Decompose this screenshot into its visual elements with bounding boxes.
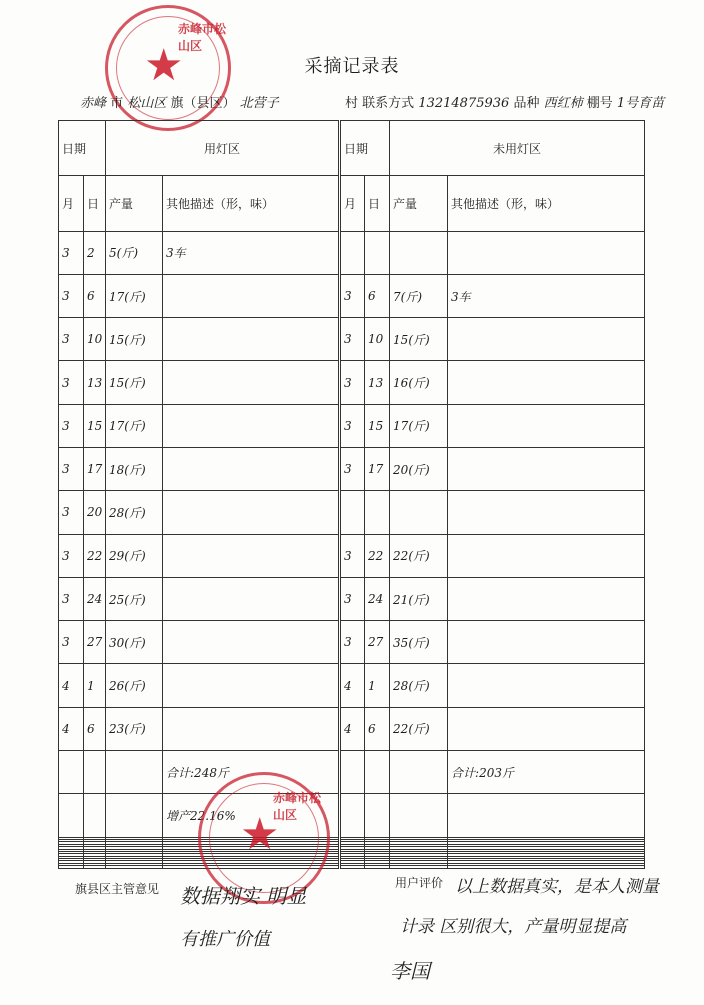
table-cell-ud [365,866,390,869]
table-cell-lm: 3 [59,231,84,274]
table-row [59,448,645,491]
table-cell-ly: 15(斤) [106,318,163,361]
table-cell-ly [106,794,163,837]
table-cell-ud [365,231,390,274]
unlit-total: 合计:203斤 [448,751,645,794]
table-row [59,361,645,404]
official-seal-top [105,5,231,131]
unlit-date-header: 日期 [340,121,390,176]
table-cell-ud [365,491,390,534]
table-cell-uy: 22(斤) [390,534,448,577]
table-cell-ly: 5(斤) [106,231,163,274]
table-cell-ly [106,751,163,794]
table-cell-ly [106,866,163,869]
table-cell-uy: 20(斤) [390,448,448,491]
city-value: 赤峰 [80,96,107,111]
user-signature: 李国 [390,959,430,983]
table-cell-ld: 22 [84,534,106,577]
variety-label: 品种 [513,96,540,111]
table-cell-ld: 27 [84,621,106,664]
table-cell-lo [163,318,340,361]
table-cell-uy: 17(斤) [390,404,448,447]
table-cell-lm [59,794,84,837]
table-cell-uy [390,794,448,837]
table-row-empty [59,794,645,837]
table-cell-um [340,751,365,794]
table-row [59,664,645,707]
unlit-other-header: 其他描述（形，味） [448,176,645,231]
table-row [59,491,645,534]
table-cell-ud: 10 [365,318,390,361]
table-row [59,231,645,274]
table-cell-ly: 26(斤) [106,664,163,707]
table-cell-um: 4 [340,707,365,750]
table-cell-lo [163,448,340,491]
lit-section-header: 用灯区 [106,121,340,176]
table-cell-ly: 29(斤) [106,534,163,577]
table-cell-uo [448,318,645,361]
table-cell-ud: 1 [365,664,390,707]
unlit-month-header: 月 [340,176,365,231]
table-cell-um: 3 [340,577,365,620]
table-cell-um [340,794,365,837]
table-cell-ld: 24 [84,577,106,620]
user-label: 用户评价 [395,876,444,890]
table-cell-ud: 27 [365,621,390,664]
table-cell-uy [390,231,448,274]
table-cell-lo [163,361,340,404]
table-cell-um [340,231,365,274]
seal-star-icon: ★ [144,40,184,91]
table-cell-uy [390,751,448,794]
table-cell-ud: 6 [365,274,390,317]
table-cell-uo [448,707,645,750]
info-line-right [345,92,664,111]
table-cell-uy: 35(斤) [390,621,448,664]
table-cell-ld [84,794,106,837]
table-cell-ly: 30(斤) [106,621,163,664]
table-cell-ld: 17 [84,448,106,491]
table-cell-um: 3 [340,448,365,491]
table-cell-ld: 1 [84,664,106,707]
table-cell-ud: 15 [365,404,390,447]
table-row-empty [59,866,645,869]
table-cell-ld: 2 [84,231,106,274]
table-cell-lm: 3 [59,361,84,404]
table-row [59,621,645,664]
table-cell-uy: 15(斤) [390,318,448,361]
table-cell-lo: 3车 [163,231,340,274]
seal-star-icon-bottom: ★ [240,809,280,860]
table-cell-ly: 25(斤) [106,577,163,620]
table-cell-uy: 16(斤) [390,361,448,404]
lit-day-header: 日 [84,176,106,231]
table-cell-uo [448,534,645,577]
lit-month-header: 月 [59,176,84,231]
table-cell-lm: 3 [59,534,84,577]
table-cell-lm: 3 [59,621,84,664]
table-cell-uy: 7(斤) [390,274,448,317]
table-cell-ud: 6 [365,707,390,750]
table-cell-um [340,491,365,534]
table-cell-lo [163,534,340,577]
city-label: 市 [110,96,124,111]
table-cell-ld: 6 [84,707,106,750]
table-cell-uy: 22(斤) [390,707,448,750]
table-cell-ud: 24 [365,577,390,620]
table-cell-um: 3 [340,534,365,577]
table-cell-lm: 4 [59,664,84,707]
district-label: 旗（县区） [170,96,236,111]
table-cell-uo: 3车 [448,274,645,317]
seal-text: 赤峰市松山区 [178,22,227,53]
table-cell-um: 3 [340,274,365,317]
table-cell-lo [163,491,340,534]
shed-label: 棚号 [586,96,613,111]
table-cell-ly: 17(斤) [106,404,163,447]
lit-date-header: 日期 [59,121,106,176]
table-cell-um: 3 [340,404,365,447]
table-cell-ly: 23(斤) [106,707,163,750]
supervisor-comment-2: 有推广价值 [180,929,270,950]
info-line [80,92,279,111]
table-cell-uo [448,404,645,447]
table-cell-lm: 3 [59,491,84,534]
table-cell-uy [390,866,448,869]
unlit-section-header: 未用灯区 [390,121,645,176]
table-cell-ld: 10 [84,318,106,361]
table-cell-um [340,866,365,869]
table-cell-um: 4 [340,664,365,707]
table-cell-uo [448,448,645,491]
table-cell-lo [163,707,340,750]
table-cell-lo [163,577,340,620]
table-row [59,534,645,577]
contact-label: 联系方式 [362,96,415,111]
area-value: 北营子 [239,96,279,111]
table-cell-lo [163,274,340,317]
table-cell-uo [448,621,645,664]
contact-value: 13214875936 [418,96,510,111]
table-cell-uo [448,866,645,869]
table-cell-ly: 18(斤) [106,448,163,491]
table-cell-um: 3 [340,621,365,664]
table-cell-ld [84,751,106,794]
table-cell-ld: 15 [84,404,106,447]
lit-increase: 增产22.16% [163,794,340,837]
table-cell-lm [59,751,84,794]
village-label: 村 [345,96,359,111]
form-title: 采摘记录表 [304,56,400,77]
table-cell-uo [448,231,645,274]
table-cell-ud: 13 [365,361,390,404]
table-cell-uy: 28(斤) [390,664,448,707]
table-cell-lo [163,664,340,707]
table-cell-uy: 21(斤) [390,577,448,620]
table-cell-ud: 17 [365,448,390,491]
table-cell-lm: 3 [59,274,84,317]
district-value: 松山区 [127,96,167,111]
supervisor-comment-1: 数据翔实 明显 [180,884,307,908]
table-cell-lm [59,866,84,869]
table-cell-lm: 3 [59,318,84,361]
table-cell-um: 3 [340,361,365,404]
table-cell-um: 3 [340,318,365,361]
table-cell-ly: 17(斤) [106,274,163,317]
variety-value: 西红柿 [543,96,583,111]
table-row [59,318,645,361]
table-cell-lm: 3 [59,577,84,620]
user-comment-2: 计录 区别很大，产量明显提高 [400,917,627,937]
table-row-empty [59,751,645,794]
table-cell-ld: 6 [84,274,106,317]
table-cell-lm: 4 [59,707,84,750]
shed-value: 1号育苗 [616,96,665,111]
table-cell-uo [448,664,645,707]
table-cell-ud [365,751,390,794]
table-cell-ud [365,794,390,837]
table-cell-lo [163,621,340,664]
table-cell-ud: 22 [365,534,390,577]
lit-yield-header: 产量 [106,176,163,231]
table-cell-uo [448,794,645,837]
table-row [59,577,645,620]
lit-other-header: 其他描述（形，味） [163,176,340,231]
table-cell-uo [448,491,645,534]
table-cell-uy [390,491,448,534]
table-cell-ld [84,866,106,869]
supervisor-label: 旗县区主管意见 [75,882,160,896]
table-cell-lm: 3 [59,448,84,491]
table-cell-ly: 15(斤) [106,361,163,404]
table-cell-ld: 20 [84,491,106,534]
table-cell-uo [448,577,645,620]
table-row [59,707,645,750]
seal-text-bottom: 赤峰市松山区 [273,791,322,822]
table-row [59,274,645,317]
unlit-day-header: 日 [365,176,390,231]
user-comment-1: 以上数据真实，是本人测量 [455,877,659,897]
table-cell-lm: 3 [59,404,84,447]
harvest-table [58,120,645,869]
table-cell-ld: 13 [84,361,106,404]
unlit-yield-header: 产量 [390,176,448,231]
table-row [59,404,645,447]
table-cell-uo [448,361,645,404]
lit-total: 合计:248斤 [163,751,340,794]
table-cell-ly: 28(斤) [106,491,163,534]
table-cell-lo [163,404,340,447]
